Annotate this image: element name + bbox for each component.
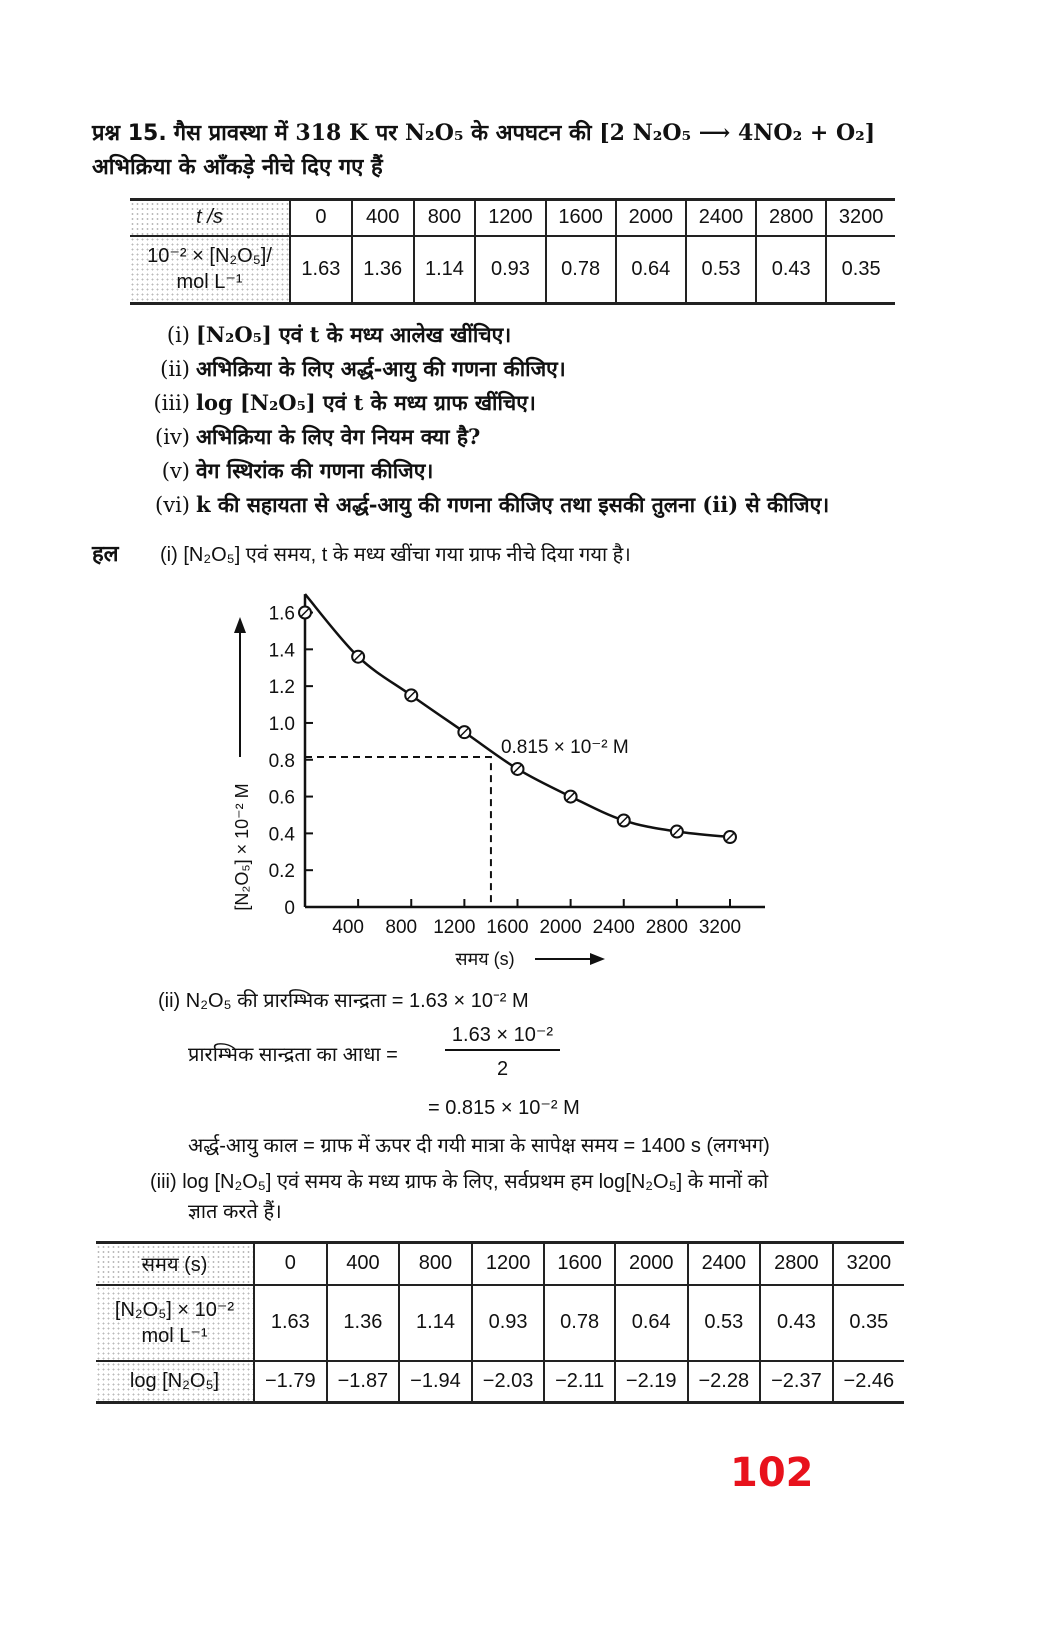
time-cell: 2800 (756, 200, 826, 236)
time-cell: 1200 (475, 200, 545, 236)
concentration-cell: 1.36 (327, 1285, 400, 1361)
concentration-cell: 0.64 (615, 1285, 688, 1361)
sub-question-number: (vi) (155, 493, 190, 517)
sub-question-number: (iv) (155, 425, 190, 449)
data-point-marker (458, 726, 470, 738)
solution-part-iii-line1: (iii) log [N₂O₅] एवं समय के मध्य ग्राफ के लिए, सर्वप्रथम हम log[N₂O₅] के मानों को (150, 1171, 769, 1193)
log-cell: −1.87 (327, 1361, 400, 1403)
y-tick-label: 1.2 (268, 677, 295, 699)
sub-question-number: (ii) (160, 357, 190, 381)
sub-question-text: अभिक्रिया के लिए अर्द्ध-आयु की गणना कीजिए। (196, 356, 566, 381)
concentration-cell: 1.36 (352, 236, 414, 304)
solution-half-result: = 0.815 × 10⁻² M (428, 1097, 580, 1119)
concentration-cell: 0.93 (472, 1285, 545, 1361)
time-cell: 2000 (616, 200, 686, 236)
sub-question-text: log [N₂O₅] एवं t के मध्य ग्राफ खींचिए। (196, 390, 536, 415)
y-tick-label: 1.0 (268, 713, 295, 735)
half-concentration-annotation: 0.815 × 10⁻² M (500, 737, 629, 758)
log-cell: −2.46 (833, 1361, 904, 1403)
row-header-log: log [N₂O₅] (96, 1361, 254, 1403)
concentration-cell: 1.14 (414, 236, 476, 304)
data-point-marker (512, 763, 524, 775)
concentration-cell: 0.35 (833, 1285, 904, 1361)
log-cell: −2.37 (760, 1361, 833, 1403)
y-tick-label: 0.2 (268, 861, 295, 883)
y-tick-label: 0.4 (268, 824, 295, 846)
fraction-numerator: 1.63 × 10⁻² (445, 1022, 560, 1051)
sub-question-text: k की सहायता से अर्द्ध-आयु की गणना कीजिए तथा इसकी तुलना (ii) से कीजिए। (196, 492, 830, 517)
half-life-guide (305, 757, 491, 907)
time-cell: 1600 (546, 200, 616, 236)
sub-question-item (148, 420, 829, 454)
sub-question-item (148, 454, 829, 488)
table-row (130, 200, 895, 236)
y-tick-label: 0.8 (268, 750, 295, 772)
header-line: [N₂O₅] × 10⁻² (114, 1298, 235, 1321)
x-tick-label: 3200 (698, 917, 742, 938)
time-cell: 3200 (826, 200, 895, 236)
concentration-cell: 1.63 (254, 1285, 327, 1361)
time-cell: 1200 (472, 1243, 545, 1285)
concentration-cell: 0.43 (756, 236, 826, 304)
data-point-marker (299, 607, 311, 619)
sub-question-number: (v) (161, 459, 190, 483)
time-cell: 800 (414, 200, 476, 236)
log-cell: −2.28 (688, 1361, 761, 1403)
time-cell: 400 (352, 200, 414, 236)
row-header-time: t /s (130, 200, 290, 236)
concentration-cell: 0.53 (686, 236, 756, 304)
x-tick-label: 1600 (486, 917, 529, 938)
x-tick-label: 400 (332, 917, 364, 938)
row-header-concentration (96, 1285, 254, 1361)
question-statement-line2: अभिक्रिया के आँकड़े नीचे दिए गए हैं (92, 154, 383, 180)
y-tick-label: 0.6 (268, 787, 295, 809)
concentration-cell: 1.14 (399, 1285, 472, 1361)
log-cell: −1.79 (254, 1361, 327, 1403)
y-axis-label: [N₂O₅] × 10⁻² M (232, 783, 252, 911)
fraction-denominator: 2 (496, 1058, 509, 1080)
log-cell: −2.19 (615, 1361, 688, 1403)
concentration-cell: 0.64 (616, 236, 686, 304)
sub-question-item (148, 352, 829, 386)
data-table-1 (130, 198, 895, 305)
table-row (130, 236, 895, 304)
concentration-cell: 0.53 (688, 1285, 761, 1361)
sub-question-text: अभिक्रिया के लिए वेग नियम क्या है? (196, 424, 481, 449)
concentration-cell: 0.35 (826, 236, 895, 304)
concentration-curve (305, 594, 730, 837)
concentration-time-graph (220, 585, 780, 975)
log-cell: −1.94 (399, 1361, 472, 1403)
time-cell: 2400 (686, 200, 756, 236)
table-row (96, 1361, 904, 1403)
time-cell: 2800 (760, 1243, 833, 1285)
x-axis-arrow-icon (535, 953, 605, 965)
data-point-marker (618, 814, 630, 826)
x-tick-label: 2000 (539, 917, 582, 938)
x-tick-label: 800 (385, 917, 418, 938)
header-line: 10⁻² × [N₂O₅]/ (147, 245, 272, 268)
sub-question-item (148, 488, 829, 522)
table-row (96, 1243, 904, 1285)
question-number: प्रश्न 15. (92, 121, 167, 146)
page-number: 102 (730, 1450, 814, 1496)
time-cell: 2000 (615, 1243, 688, 1285)
data-point-marker (405, 689, 417, 701)
solution-part-i: (i) [N₂O₅] एवं समय, t के मध्य खींचा गया ग्राफ नीचे दिया गया है। (160, 544, 631, 566)
time-cell: 0 (290, 200, 352, 236)
data-point-marker (671, 826, 683, 838)
concentration-cell: 0.78 (544, 1285, 615, 1361)
sub-question-number: (iii) (153, 391, 190, 415)
time-cell: 3200 (833, 1243, 904, 1285)
sub-question-text: [N₂O₅] एवं t के मध्य आलेख खींचिए। (196, 322, 512, 347)
concentration-cell: 0.93 (475, 236, 545, 304)
concentration-cell: 0.43 (760, 1285, 833, 1361)
sub-question-text: वेग स्थिरांक की गणना कीजिए। (196, 458, 434, 483)
y-tick-label: 0 (284, 898, 295, 919)
x-tick-label: 2400 (592, 917, 635, 938)
sub-question-item (148, 318, 829, 352)
row-header-time: समय (s) (96, 1243, 254, 1285)
question-statement: गैस प्रावस्था में 318 K पर N₂O₅ के अपघटन की [2 N₂O₅ ⟶ 4NO₂ + O₂] (173, 120, 876, 146)
row-header-concentration (130, 236, 290, 304)
time-cell: 2400 (688, 1243, 761, 1285)
x-axis-label: समय (s) (455, 949, 515, 969)
sub-question-list (148, 318, 829, 522)
header-line: mol L⁻¹ (141, 1324, 208, 1347)
data-point-marker (724, 831, 736, 843)
log-cell: −2.11 (544, 1361, 615, 1403)
concentration-cell: 0.78 (546, 236, 616, 304)
time-cell: 400 (327, 1243, 400, 1285)
solution-halflife: अर्द्ध-आयु काल = ग्राफ में ऊपर दी गयी मात्रा के सापेक्ष समय = 1400 s (लगभग) (188, 1135, 770, 1157)
x-tick-label: 1200 (433, 917, 476, 938)
data-point-marker (565, 791, 577, 803)
solution-half-label: प्रारम्भिक सान्द्रता का आधा = (188, 1044, 398, 1066)
time-cell: 800 (399, 1243, 472, 1285)
table-row (96, 1285, 904, 1361)
log-cell: −2.03 (472, 1361, 545, 1403)
x-tick-label: 2800 (645, 917, 689, 938)
y-tick-label: 1.6 (268, 603, 295, 625)
solution-label: हल (92, 542, 119, 567)
question-heading (92, 118, 875, 149)
concentration-cell: 1.63 (290, 236, 352, 304)
sub-question-number: (i) (166, 323, 190, 347)
solution-part-iii-line2: ज्ञात करते हैं। (188, 1201, 282, 1223)
time-cell: 0 (254, 1243, 327, 1285)
time-cell: 1600 (544, 1243, 615, 1285)
solution-part-ii-line1: (ii) N₂O₅ की प्रारम्भिक सान्द्रता = 1.63 × 10⁻² M (158, 990, 529, 1012)
data-point-marker (352, 651, 364, 663)
data-table-2 (96, 1241, 904, 1404)
y-tick-label: 1.4 (268, 640, 295, 662)
y-axis-arrow-icon (234, 617, 246, 757)
header-line: mol L⁻¹ (176, 271, 243, 294)
sub-question-item (148, 386, 829, 420)
